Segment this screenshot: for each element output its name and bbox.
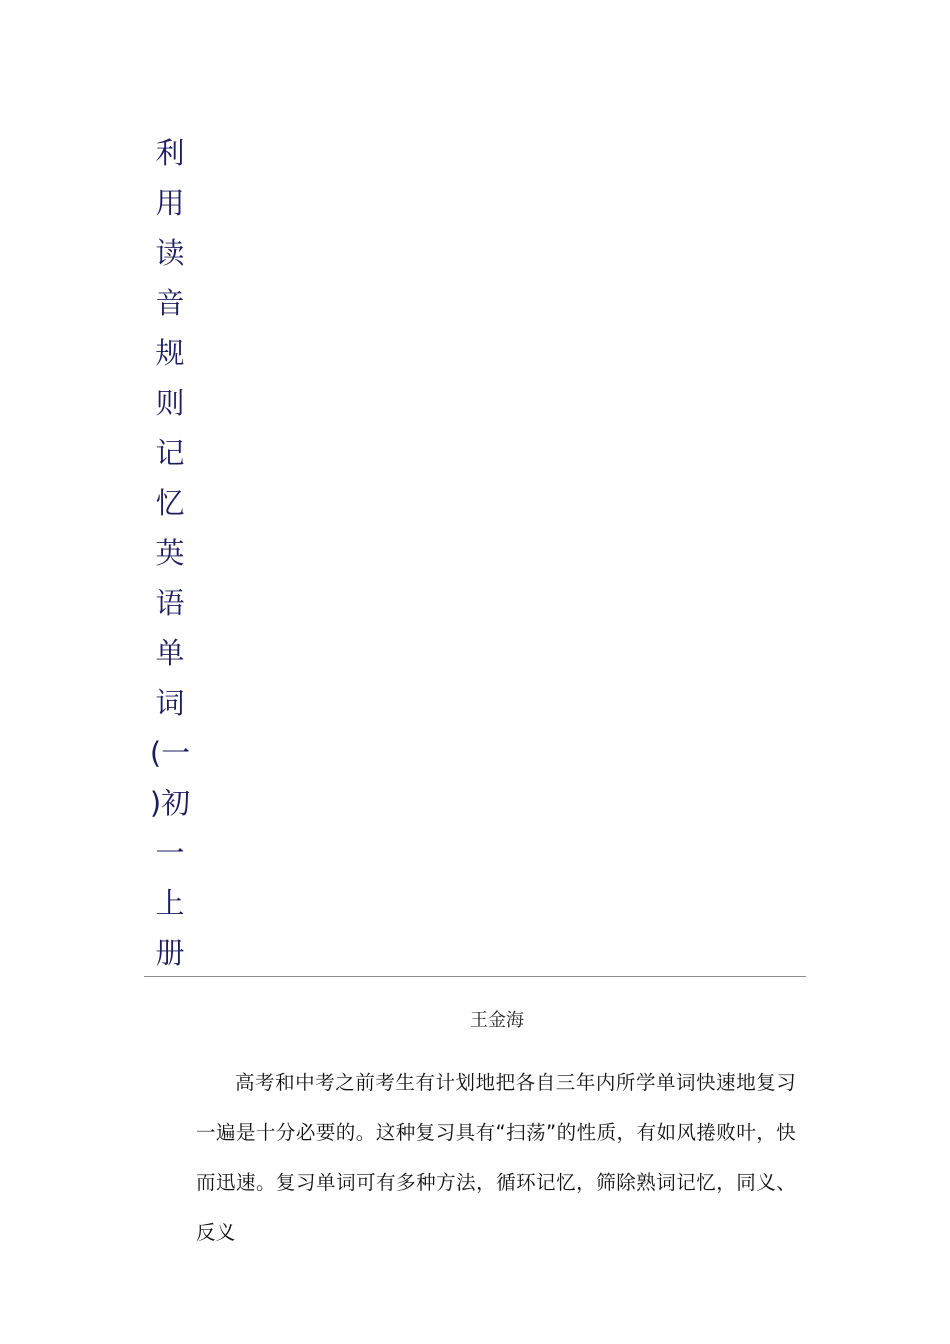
title-char: 忆 [155, 486, 185, 520]
title-char: 一 [155, 836, 185, 870]
title-char: 英 [155, 536, 185, 570]
title-char: )初 [149, 786, 191, 820]
document-title-vertical [140, 128, 200, 978]
title-char: 上 [155, 886, 185, 920]
title-char: 读 [155, 236, 185, 270]
title-char: 用 [155, 186, 185, 220]
title-divider [144, 976, 806, 977]
title-char: 语 [155, 586, 185, 620]
title-char: 词 [155, 686, 185, 720]
body-paragraph: 高考和中考之前考生有计划地把各自三年内所学单词快速地复习一遍是十分必要的。这种复习具有“扫荡”的性质，有如风捲败叶，快而迅速。复习单词可有多种方法，循环记忆，筛除熟词记忆，同义、反义 [196, 1071, 796, 1244]
title-char: 单 [155, 636, 185, 670]
title-char: 规 [155, 336, 185, 370]
author-name: 王金海 [470, 1010, 524, 1031]
title-char: 则 [155, 386, 185, 420]
title-char: 记 [155, 436, 185, 470]
title-char: 册 [155, 936, 185, 970]
title-char: (一 [149, 736, 191, 770]
title-char: 音 [155, 286, 185, 320]
title-char: 利 [155, 136, 185, 170]
